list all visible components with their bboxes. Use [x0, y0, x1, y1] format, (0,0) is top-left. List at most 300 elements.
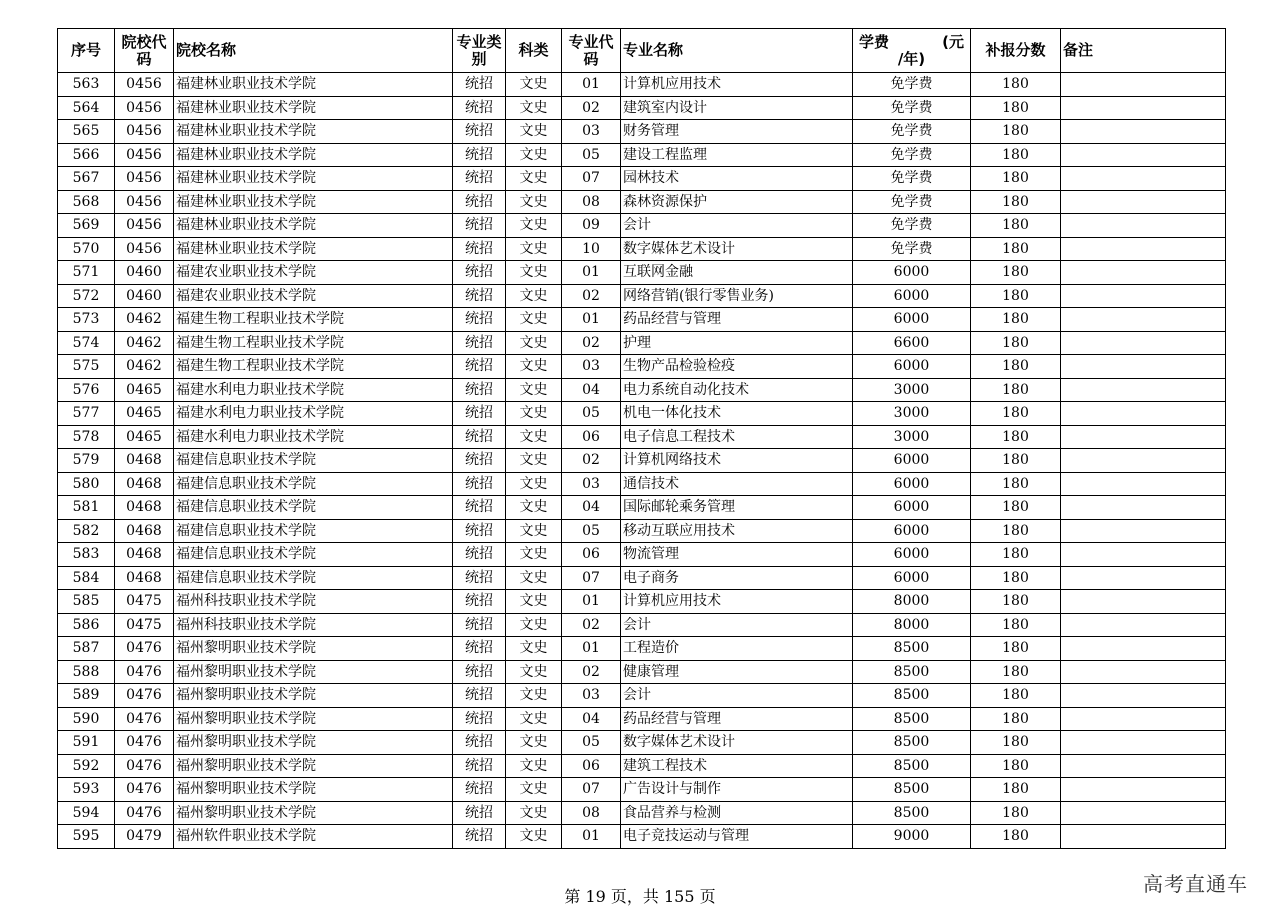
cell-seq: 568 — [58, 190, 115, 214]
cell-min-score: 180 — [971, 378, 1061, 402]
cell-min-score: 180 — [971, 237, 1061, 261]
cell-major-type: 统招 — [453, 472, 506, 496]
table-row — [58, 96, 1226, 120]
cell-school-name: 福建水利电力职业技术学院 — [174, 378, 453, 402]
cell-major-type: 统招 — [453, 331, 506, 355]
cell-min-score: 180 — [971, 402, 1061, 426]
table-row — [58, 684, 1226, 708]
cell-tuition: 8500 — [853, 778, 971, 802]
cell-major-code: 02 — [562, 96, 621, 120]
cell-school-name: 福建林业职业技术学院 — [174, 120, 453, 144]
cell-tuition: 8500 — [853, 801, 971, 825]
cell-tuition: 6000 — [853, 543, 971, 567]
cell-seq: 572 — [58, 284, 115, 308]
table-row — [58, 637, 1226, 661]
table-row — [58, 449, 1226, 473]
table-row — [58, 378, 1226, 402]
cell-school-code: 0465 — [115, 378, 174, 402]
cell-school-code: 0476 — [115, 778, 174, 802]
cell-subject: 文史 — [506, 590, 562, 614]
cell-major-code: 09 — [562, 214, 621, 238]
cell-remarks — [1061, 825, 1226, 849]
cell-seq: 566 — [58, 143, 115, 167]
cell-major-code: 02 — [562, 331, 621, 355]
cell-remarks — [1061, 120, 1226, 144]
cell-subject: 文史 — [506, 120, 562, 144]
cell-major-name: 国际邮轮乘务管理 — [621, 496, 853, 520]
cell-school-code: 0475 — [115, 590, 174, 614]
cell-major-code: 04 — [562, 496, 621, 520]
cell-school-code: 0460 — [115, 261, 174, 285]
cell-tuition: 8500 — [853, 731, 971, 755]
cell-major-code: 07 — [562, 167, 621, 191]
cell-major-name: 食品营养与检测 — [621, 801, 853, 825]
table-header-row — [58, 29, 1226, 73]
cell-min-score: 180 — [971, 684, 1061, 708]
cell-major-name: 园林技术 — [621, 167, 853, 191]
cell-seq: 593 — [58, 778, 115, 802]
cell-subject: 文史 — [506, 214, 562, 238]
cell-seq: 585 — [58, 590, 115, 614]
cell-school-name: 福建水利电力职业技术学院 — [174, 425, 453, 449]
cell-school-name: 福建林业职业技术学院 — [174, 237, 453, 261]
cell-subject: 文史 — [506, 190, 562, 214]
cell-min-score: 180 — [971, 707, 1061, 731]
cell-seq: 577 — [58, 402, 115, 426]
cell-seq: 570 — [58, 237, 115, 261]
cell-remarks — [1061, 237, 1226, 261]
cell-school-name: 福建林业职业技术学院 — [174, 167, 453, 191]
cell-subject: 文史 — [506, 355, 562, 379]
cell-seq: 583 — [58, 543, 115, 567]
cell-school-name: 福州黎明职业技术学院 — [174, 778, 453, 802]
cell-remarks — [1061, 731, 1226, 755]
cell-seq: 574 — [58, 331, 115, 355]
cell-major-name: 会计 — [621, 613, 853, 637]
cell-major-code: 01 — [562, 590, 621, 614]
cell-subject: 文史 — [506, 825, 562, 849]
cell-major-type: 统招 — [453, 237, 506, 261]
cell-school-code: 0476 — [115, 731, 174, 755]
table-row — [58, 519, 1226, 543]
cell-tuition: 6000 — [853, 449, 971, 473]
cell-major-type: 统招 — [453, 660, 506, 684]
cell-major-code: 05 — [562, 519, 621, 543]
cell-min-score: 180 — [971, 472, 1061, 496]
cell-tuition: 3000 — [853, 378, 971, 402]
cell-seq: 573 — [58, 308, 115, 332]
cell-major-type: 统招 — [453, 778, 506, 802]
cell-tuition: 6000 — [853, 355, 971, 379]
cell-tuition: 免学费 — [853, 214, 971, 238]
cell-major-type: 统招 — [453, 425, 506, 449]
cell-remarks — [1061, 73, 1226, 97]
cell-seq: 584 — [58, 566, 115, 590]
cell-seq: 564 — [58, 96, 115, 120]
cell-major-name: 工程造价 — [621, 637, 853, 661]
page-footer — [0, 884, 1280, 907]
table-row — [58, 120, 1226, 144]
cell-major-type: 统招 — [453, 684, 506, 708]
cell-major-code: 03 — [562, 355, 621, 379]
cell-subject: 文史 — [506, 261, 562, 285]
cell-major-type: 统招 — [453, 543, 506, 567]
cell-seq: 569 — [58, 214, 115, 238]
table-row — [58, 754, 1226, 778]
cell-tuition: 8000 — [853, 613, 971, 637]
cell-school-code: 0465 — [115, 402, 174, 426]
cell-school-name: 福建信息职业技术学院 — [174, 472, 453, 496]
cell-subject: 文史 — [506, 308, 562, 332]
cell-min-score: 180 — [971, 543, 1061, 567]
cell-major-type: 统招 — [453, 284, 506, 308]
table-row — [58, 355, 1226, 379]
cell-school-name: 福建林业职业技术学院 — [174, 143, 453, 167]
cell-school-name: 福州黎明职业技术学院 — [174, 684, 453, 708]
cell-tuition: 8500 — [853, 684, 971, 708]
cell-school-name: 福建林业职业技术学院 — [174, 96, 453, 120]
header-subject: 科类 — [506, 29, 562, 73]
cell-remarks — [1061, 378, 1226, 402]
cell-min-score: 180 — [971, 731, 1061, 755]
cell-major-name: 生物产品检验检疫 — [621, 355, 853, 379]
cell-major-name: 电力系统自动化技术 — [621, 378, 853, 402]
cell-remarks — [1061, 96, 1226, 120]
table-row — [58, 590, 1226, 614]
cell-school-code: 0468 — [115, 496, 174, 520]
table-row — [58, 73, 1226, 97]
cell-school-code: 0475 — [115, 613, 174, 637]
cell-seq: 586 — [58, 613, 115, 637]
cell-major-name: 计算机网络技术 — [621, 449, 853, 473]
cell-remarks — [1061, 754, 1226, 778]
cell-major-name: 护理 — [621, 331, 853, 355]
cell-major-code: 01 — [562, 637, 621, 661]
table-row — [58, 402, 1226, 426]
cell-major-code: 08 — [562, 190, 621, 214]
cell-school-code: 0476 — [115, 684, 174, 708]
cell-subject: 文史 — [506, 731, 562, 755]
cell-subject: 文史 — [506, 566, 562, 590]
cell-school-name: 福建信息职业技术学院 — [174, 543, 453, 567]
cell-remarks — [1061, 143, 1226, 167]
table-row — [58, 731, 1226, 755]
cell-seq: 563 — [58, 73, 115, 97]
cell-school-code: 0462 — [115, 331, 174, 355]
page-number: 第 19 页，共 155 页 — [564, 887, 716, 906]
cell-school-code: 0456 — [115, 120, 174, 144]
cell-major-type: 统招 — [453, 613, 506, 637]
cell-school-name: 福州黎明职业技术学院 — [174, 731, 453, 755]
cell-seq: 575 — [58, 355, 115, 379]
cell-major-type: 统招 — [453, 167, 506, 191]
cell-major-name: 物流管理 — [621, 543, 853, 567]
cell-remarks — [1061, 190, 1226, 214]
watermark-logo-text: 高考直通车 — [1143, 872, 1248, 896]
cell-min-score: 180 — [971, 167, 1061, 191]
cell-major-type: 统招 — [453, 590, 506, 614]
cell-tuition: 免学费 — [853, 190, 971, 214]
header-remarks: 备注 — [1061, 29, 1226, 73]
cell-subject: 文史 — [506, 543, 562, 567]
cell-subject: 文史 — [506, 660, 562, 684]
cell-major-code: 07 — [562, 566, 621, 590]
cell-remarks — [1061, 402, 1226, 426]
cell-school-code: 0456 — [115, 190, 174, 214]
cell-min-score: 180 — [971, 660, 1061, 684]
cell-school-code: 0462 — [115, 355, 174, 379]
cell-school-code: 0476 — [115, 707, 174, 731]
cell-remarks — [1061, 519, 1226, 543]
cell-remarks — [1061, 167, 1226, 191]
cell-school-name: 福建信息职业技术学院 — [174, 566, 453, 590]
cell-major-name: 建筑室内设计 — [621, 96, 853, 120]
header-school-code: 院校代码 — [115, 29, 174, 73]
cell-subject: 文史 — [506, 331, 562, 355]
cell-remarks — [1061, 331, 1226, 355]
cell-tuition: 8000 — [853, 590, 971, 614]
cell-subject: 文史 — [506, 378, 562, 402]
cell-school-name: 福建农业职业技术学院 — [174, 284, 453, 308]
cell-tuition: 6000 — [853, 472, 971, 496]
cell-tuition: 8500 — [853, 637, 971, 661]
header-tuition — [853, 29, 971, 73]
cell-major-type: 统招 — [453, 261, 506, 285]
cell-school-code: 0456 — [115, 73, 174, 97]
table-row — [58, 284, 1226, 308]
cell-seq: 581 — [58, 496, 115, 520]
cell-min-score: 180 — [971, 519, 1061, 543]
table-row — [58, 566, 1226, 590]
cell-major-name: 计算机应用技术 — [621, 590, 853, 614]
cell-seq: 587 — [58, 637, 115, 661]
cell-min-score: 180 — [971, 284, 1061, 308]
cell-major-code: 02 — [562, 660, 621, 684]
header-seq: 序号 — [58, 29, 115, 73]
cell-major-type: 统招 — [453, 519, 506, 543]
cell-school-name: 福州黎明职业技术学院 — [174, 801, 453, 825]
header-major-code: 专业代码 — [562, 29, 621, 73]
cell-school-name: 福建信息职业技术学院 — [174, 496, 453, 520]
cell-school-code: 0468 — [115, 566, 174, 590]
cell-major-type: 统招 — [453, 73, 506, 97]
cell-tuition: 6000 — [853, 519, 971, 543]
cell-major-code: 03 — [562, 684, 621, 708]
admissions-table-sheet — [57, 28, 1225, 849]
cell-school-code: 0476 — [115, 660, 174, 684]
cell-school-code: 0456 — [115, 167, 174, 191]
cell-remarks — [1061, 660, 1226, 684]
header-min-score: 补报分数 — [971, 29, 1061, 73]
cell-major-code: 10 — [562, 237, 621, 261]
header-tuition-unit-b: /年) — [897, 49, 926, 68]
cell-major-name: 电子商务 — [621, 566, 853, 590]
cell-min-score: 180 — [971, 214, 1061, 238]
table-row — [58, 543, 1226, 567]
cell-min-score: 180 — [971, 355, 1061, 379]
cell-major-type: 统招 — [453, 308, 506, 332]
cell-tuition: 6000 — [853, 496, 971, 520]
cell-seq: 594 — [58, 801, 115, 825]
header-tuition-unit-a: (元 — [942, 32, 964, 51]
cell-major-code: 07 — [562, 778, 621, 802]
cell-major-name: 网络营销(银行零售业务) — [621, 284, 853, 308]
cell-min-score: 180 — [971, 613, 1061, 637]
cell-remarks — [1061, 778, 1226, 802]
cell-tuition: 6000 — [853, 284, 971, 308]
table-row — [58, 214, 1226, 238]
cell-remarks — [1061, 613, 1226, 637]
cell-subject: 文史 — [506, 613, 562, 637]
cell-major-type: 统招 — [453, 731, 506, 755]
cell-major-name: 森林资源保护 — [621, 190, 853, 214]
cell-major-type: 统招 — [453, 637, 506, 661]
cell-major-name: 电子竞技运动与管理 — [621, 825, 853, 849]
cell-subject: 文史 — [506, 472, 562, 496]
table-row — [58, 472, 1226, 496]
cell-min-score: 180 — [971, 190, 1061, 214]
cell-tuition: 8500 — [853, 660, 971, 684]
cell-tuition: 免学费 — [853, 143, 971, 167]
cell-remarks — [1061, 543, 1226, 567]
cell-school-code: 0456 — [115, 96, 174, 120]
cell-min-score: 180 — [971, 308, 1061, 332]
cell-remarks — [1061, 472, 1226, 496]
cell-major-type: 统招 — [453, 214, 506, 238]
cell-seq: 590 — [58, 707, 115, 731]
cell-remarks — [1061, 637, 1226, 661]
table-row — [58, 425, 1226, 449]
cell-remarks — [1061, 284, 1226, 308]
cell-school-name: 福建生物工程职业技术学院 — [174, 355, 453, 379]
cell-seq: 571 — [58, 261, 115, 285]
cell-tuition: 8500 — [853, 707, 971, 731]
table-row — [58, 801, 1226, 825]
cell-major-code: 01 — [562, 261, 621, 285]
cell-seq: 576 — [58, 378, 115, 402]
cell-subject: 文史 — [506, 496, 562, 520]
cell-tuition: 免学费 — [853, 167, 971, 191]
cell-major-name: 建设工程监理 — [621, 143, 853, 167]
table-row — [58, 331, 1226, 355]
cell-major-code: 06 — [562, 425, 621, 449]
cell-major-type: 统招 — [453, 754, 506, 778]
cell-tuition: 3000 — [853, 402, 971, 426]
table-body — [58, 73, 1226, 849]
cell-min-score: 180 — [971, 449, 1061, 473]
cell-school-code: 0456 — [115, 214, 174, 238]
cell-school-name: 福建林业职业技术学院 — [174, 73, 453, 97]
cell-min-score: 180 — [971, 637, 1061, 661]
cell-school-name: 福州黎明职业技术学院 — [174, 707, 453, 731]
cell-remarks — [1061, 590, 1226, 614]
table-row — [58, 707, 1226, 731]
header-major-name: 专业名称 — [621, 29, 853, 73]
cell-tuition: 3000 — [853, 425, 971, 449]
cell-school-name: 福建林业职业技术学院 — [174, 190, 453, 214]
header-school-name: 院校名称 — [174, 29, 453, 73]
cell-subject: 文史 — [506, 684, 562, 708]
cell-major-code: 03 — [562, 120, 621, 144]
cell-subject: 文史 — [506, 402, 562, 426]
cell-min-score: 180 — [971, 120, 1061, 144]
cell-major-code: 01 — [562, 825, 621, 849]
cell-remarks — [1061, 801, 1226, 825]
cell-school-name: 福州黎明职业技术学院 — [174, 637, 453, 661]
cell-school-code: 0479 — [115, 825, 174, 849]
cell-major-type: 统招 — [453, 120, 506, 144]
cell-major-code: 08 — [562, 801, 621, 825]
cell-school-code: 0462 — [115, 308, 174, 332]
cell-remarks — [1061, 355, 1226, 379]
cell-remarks — [1061, 425, 1226, 449]
table-row — [58, 613, 1226, 637]
cell-min-score: 180 — [971, 143, 1061, 167]
cell-major-code: 04 — [562, 707, 621, 731]
cell-major-name: 电子信息工程技术 — [621, 425, 853, 449]
cell-school-name: 福建水利电力职业技术学院 — [174, 402, 453, 426]
cell-seq: 595 — [58, 825, 115, 849]
cell-seq: 588 — [58, 660, 115, 684]
cell-major-name: 机电一体化技术 — [621, 402, 853, 426]
cell-tuition: 6000 — [853, 308, 971, 332]
cell-subject: 文史 — [506, 237, 562, 261]
cell-remarks — [1061, 684, 1226, 708]
cell-major-code: 05 — [562, 402, 621, 426]
cell-school-name: 福州科技职业技术学院 — [174, 613, 453, 637]
cell-subject: 文史 — [506, 778, 562, 802]
cell-subject: 文史 — [506, 167, 562, 191]
cell-tuition: 6000 — [853, 261, 971, 285]
cell-major-name: 通信技术 — [621, 472, 853, 496]
cell-major-name: 会计 — [621, 214, 853, 238]
cell-min-score: 180 — [971, 261, 1061, 285]
cell-seq: 580 — [58, 472, 115, 496]
cell-remarks — [1061, 308, 1226, 332]
cell-remarks — [1061, 707, 1226, 731]
cell-subject: 文史 — [506, 73, 562, 97]
cell-tuition: 免学费 — [853, 237, 971, 261]
cell-major-name: 财务管理 — [621, 120, 853, 144]
cell-tuition: 9000 — [853, 825, 971, 849]
cell-min-score: 180 — [971, 96, 1061, 120]
cell-major-name: 移动互联应用技术 — [621, 519, 853, 543]
table-row — [58, 237, 1226, 261]
cell-seq: 591 — [58, 731, 115, 755]
table-row — [58, 778, 1226, 802]
cell-min-score: 180 — [971, 73, 1061, 97]
cell-major-name: 互联网金融 — [621, 261, 853, 285]
cell-seq: 565 — [58, 120, 115, 144]
cell-tuition: 免学费 — [853, 120, 971, 144]
cell-seq: 592 — [58, 754, 115, 778]
cell-school-name: 福建生物工程职业技术学院 — [174, 331, 453, 355]
cell-school-code: 0465 — [115, 425, 174, 449]
cell-school-code: 0456 — [115, 237, 174, 261]
table-row — [58, 143, 1226, 167]
cell-school-code: 0468 — [115, 519, 174, 543]
cell-major-type: 统招 — [453, 825, 506, 849]
cell-tuition: 8500 — [853, 754, 971, 778]
cell-subject: 文史 — [506, 284, 562, 308]
cell-min-score: 180 — [971, 496, 1061, 520]
cell-major-name: 健康管理 — [621, 660, 853, 684]
cell-major-code: 02 — [562, 449, 621, 473]
cell-min-score: 180 — [971, 425, 1061, 449]
cell-remarks — [1061, 261, 1226, 285]
cell-min-score: 180 — [971, 566, 1061, 590]
cell-major-name: 药品经营与管理 — [621, 707, 853, 731]
